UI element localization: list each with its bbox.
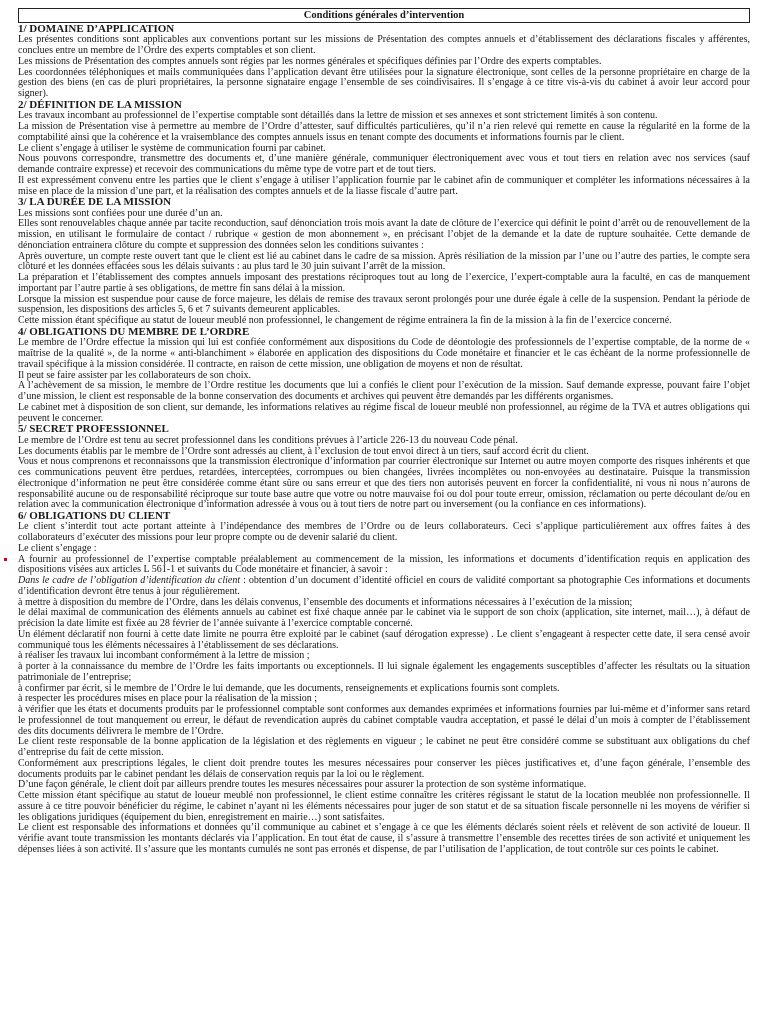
paragraph: Cette mission étant spécifique au statut de loueur meublé non professionnel, le changement de régime entrainera la fin de la mission à la fin de l’exercice concerné. [18,315,672,327]
paragraph: Le client s’engage à utiliser le système de communication fourni par cabinet. [18,142,326,154]
italic-rest: : obtention d’un document d’identité officiel en cours de validité comportant sa photographie Ces informations et documents d’identification devront être tenus à jour régulièrement. [18,575,750,597]
paragraph: Le membre de l’Ordre est tenu au secret professionnel dans les conditions prévues à l’article 226-13 du nouveau Code pénal. [18,434,518,446]
paragraph: Le client s’interdit tout acte portant atteinte à l’indépendance des membres de l’Ordre ou de leurs collaborateurs. Ceci s’applique particulièrement aux offres faites à des collaborateurs d’exécuter des missions pour leur propre compte ou de devenir salarié du client. [18,521,750,544]
section-heading-domaine: 1/ DOMAINE D’APPLICATION [18,23,175,35]
paragraph: Les travaux incombant au professionnel de l’expertise comptable sont détaillés dans la lettre de mission et ses annexes et sont strictement limités à son contenu. [18,110,658,122]
paragraph: Le client reste responsable de la bonne application de la législation et des règlements en vigueur ; le cabinet ne peut être considéré comme se substituant aux obligations du chef d’entreprise du fait de cette mission. [18,736,750,759]
paragraph: A fournir au professionnel de l’expertise comptable préalablement au commencement de la mission, les informations et documents d’identification requis en application des dispositions visées aux articles L 561-1 et suivants du Code monétaire et financier, à savoir : [18,553,750,576]
bullet-marker-icon [4,558,7,561]
paragraph: Conformément aux prescriptions légales, le client doit prendre toutes les mesures nécessaires pour conserver les pièces justificatives et, d’une façon générale, l’ensemble des documents produits par le cabinet pendant les délais de conservation requis par la loi ou le règlement. [18,757,750,780]
section-heading-duree: 3/ LA DURÉE DE LA MISSION [18,196,172,209]
paragraph: Après ouverture, un compte reste ouvert tant que le client est lié au cabinet dans le cadre de sa mission. Après résiliation de la mission par l’une ou l’autre des parties, le compte sera clôturé et les données effacées sous les délais suivants : au plus tard le 30 juin suivant l’arrêt de la mission. [18,250,750,273]
paragraph: Il est expressément convenu entre les parties que le client s’engage à utiliser l’application fournie par le cabinet afin de communiquer et compléter les informations nécessaires à la mise en place de la mission d’une part, et la réalisation des comptes annuels et de la liasse fiscale d’autre part. [18,174,750,197]
document-title: Conditions générales d’intervention [18,8,750,23]
paragraph: Les coordonnées téléphoniques et mails communiquées dans l’application devant être utilisées pour la signature électronique, sont celles de la personne propriétaire en charge de la gestion des biens (en cas de pluri propriétaires, la personne signataire engage l’ensemble de ses coindivisaires. Il s’engage à ce titre vis-à-vis du cabinet à avoir leur accord pour signer). [18,66,750,100]
paragraph: à vérifier que les états et documents produits par le professionnel comptable sont conformes aux demandes exprimées et informations fournies par lui-même et d’informer sans retard le professionnel de tout manquement ou erreur, le défaut de revendication auprès du cabinet comptable vaudra acceptation, et passé le délai d’un mois à compter de l’établissement des dits documents délivrera le membre de l’Ordre. [18,704,750,737]
paragraph: Lorsque la mission est suspendue pour cause de force majeure, les délais de remise des travaux seront prolongés pour une durée égale à celle de la suspension. Pendant la période de suspension, les dispositions des articles 5, 6 et 7 suivants demeurent applicables. [18,293,750,316]
paragraph: Elles sont renouvelables chaque année par tacite reconduction, sauf dénonciation trois mois avant la date de clôture de l’exercice qui définit le point d’arrêt ou de renouvellement de la mission, en utilisant le formulaire de contact / rubrique « gestion de mon abonnement », en précisant l’objet de la demande et la date de rupture souhaitée. Cette demande de dénonciation entrainera clôture du compte et suppression des données selon les conditions suivantes : [18,218,750,251]
paragraph: Le cabinet met à disposition de son client, sur demande, les informations relatives au régime fiscal de loueur meublé non professionnel, au régime de la TVA et autres obligations qui peuvent le concerner. [18,401,750,424]
paragraph: Un élément déclaratif non fourni à cette date limite ne pourra être exploité par le cabinet (sauf dérogation expresse) . Le client s’engageant à respecter cette date, il sera censé avoir communiqué tous les éléments nécessaires à l’établissement de ses déclarations. [18,628,750,651]
paragraph: à réaliser les travaux lui incombant conformément à la lettre de mission ; [18,650,310,662]
paragraph: La mission de Présentation vise à permettre au membre de l’Ordre d’attester, sauf difficultés particulières, qu’il n’a rien relevé qui remette en cause la régularité en la forme de la comptabilité ainsi que la cohérence et la vraisemblance des comptes annuels issus en tenant compte des documents et informations fournis par le client. [18,121,750,143]
paragraph: Le client s’engage : [18,542,97,554]
paragraph: Nous pouvons correspondre, transmettre des documents et, d’une manière générale, communiquer électroniquement avec vous et tout tiers en relation avec nos services (sauf demande contraire expresse) et recevoir des communications du même type de votre part et de tout tiers. [18,153,750,176]
section-heading-definition: 2/ DÉFINITION DE LA MISSION [18,98,182,111]
section-heading-obligations-client: 6/ OBLIGATIONS DU CLIENT [18,510,171,523]
paragraph: le délai maximal de communication des éléments annuels au cabinet est fixé chaque année par le cabinet via le support de son choix (application, site internet, mail…), à défaut de précision la date limite est fixée au 28 février de l’année suivante à l’exercice comptable concerné. [18,607,750,630]
paragraph: à confirmer par écrit, si le membre de l’Ordre le lui demande, que les documents, renseignements et explications fournis sont complets. [18,682,560,694]
paragraph: à respecter les procédures mises en place pour la réalisation de la mission ; [18,693,318,705]
italic-lead: Dans le cadre de l’obligation d’identification du client [18,575,241,587]
paragraph: Le client est responsable des informations et données qu’il communique au cabinet et s’engage à ce que les éléments déclarés soient réels et relèvent de son activité de loueur. Il vérifie avant toute transmission les montants déclarés via l’application. En tout état de cause, il s’assure à transmettre l’ensemble des recettes tirées de son activité et uniquement les dépenses liées à son activité. Il s’assure que les montants cumulés ne sont pas erronés et dispense, de par l’utilisation de l’application, de tout contrôle sur ces points le cabinet. [18,822,750,855]
paragraph: D’une façon générale, le client doit par ailleurs prendre toutes les mesures nécessaires pour assurer la protection de son système informatique. [18,779,587,791]
paragraph: Les documents établis par le membre de l’Ordre sont adressés au client, à l’exclusion de tout envoi direct à un tiers, sauf accord écrit du client. [18,445,589,457]
paragraph-identification [18,576,750,598]
bullet-item [18,555,750,577]
paragraph: La préparation et l’établissement des comptes annuels imposant des prestations réciproques tout au long de l’exercice, l’expert-comptable aura la faculté, en cas de manquement important par l’autre partie à ses obligations, de mettre fin sans délai à la mission. [18,272,750,294]
paragraph: Vous et nous comprenons et reconnaissons que la transmission électronique d’information par courrier électronique sur Internet ou autre moyen comporte des risques inhérents et que ces communications peuvent être perdues, retardées, interceptées, corrompues ou bien changées, livrées incomplètes ou non-envoyées au destinataire. Puisque la transmission électronique d’information ne peut être considérée comme étant sûre ou sans erreur et que des tiers non autorisés peuvent en forcer la confidentialité, ni vous ni nous n’aurons de responsabilité aucune ou de responsabilité réciproque sur toute base autre que votre ou notre mauvaise foi ou dol pour toute erreur, omission, réclamation ou perte découlant de/ou en relation avec la communication électronique d’information adressée à vous ou à tout tiers de notre part ou inversement (ou la confiance en ces informations). [18,456,750,511]
document-page [18,8,750,856]
paragraph: à porter à la connaissance du membre de l’Ordre les faits importants ou exceptionnels. Il lui signale également les engagements susceptibles d’affecter les résultats ou la situation patrimoniale de l’entreprise; [18,661,750,683]
paragraph: Il peut se faire assister par les collaborateurs de son choix. [18,369,251,381]
paragraph: Les missions de Présentation des comptes annuels sont régies par les normes générales et spécifiques définies par l’Ordre des experts comptables. [18,55,602,67]
paragraph: Les missions sont confiées pour une durée d’un an. [18,207,223,219]
section-heading-obligations-membre: 4/ OBLIGATIONS DU MEMBRE DE L’ORDRE [18,325,250,338]
paragraph: Les présentes conditions sont applicables aux conventions portant sur les missions de Présentation des comptes annuels et d’établissement des déclarations fiscales y afférentes, conclues entre un membre de l’Ordre des experts comptables et son client. [18,34,750,57]
paragraph: à mettre à disposition du membre de l’Ordre, dans les délais convenus, l’ensemble des documents et informations nécessaires à l’exécution de la mission; [18,596,633,608]
paragraph: Le membre de l’Ordre effectue la mission qui lui est confiée conformément aux dispositions du Code de déontologie des professionnels de l’expertise comptable, de la norme de « maîtrise de la qualité », de la norme « anti-blanchiment » élaborée en application des dispositions du Code monétaire et financier et le cas échéant de la norme professionnelle de travail spécifique à la mission considérée. Il contracte, en raison de cette mission, une obligation de moyens et non de résultat. [18,337,750,370]
paragraph: A l’achèvement de sa mission, le membre de l’Ordre restitue les documents que lui a confiés le client pour l’exécution de la mission. Sauf demande expresse, pouvant faire l’objet d’une mission, le client est responsable de la bonne conservation des documents et archives qui peuvent être demandés par les différents organismes. [18,380,750,403]
section-heading-secret: 5/ SECRET PROFESSIONNEL [18,423,169,436]
paragraph: Cette mission étant spécifique au statut de loueur meublé non professionnel, le client estime connaître les critères régissant le statut de la location meublée non professionnelle. Il assure à ce titre pouvoir bénéficier du régime, le cabinet n’ayant ni les éléments nécessaires pour juger de son statut et de sa situation fiscale personnelle ni les moyens de vérifier si les obligations juridiques (équipement du bien, enregistrement en mairie…) sont satisfaites. [18,790,750,823]
